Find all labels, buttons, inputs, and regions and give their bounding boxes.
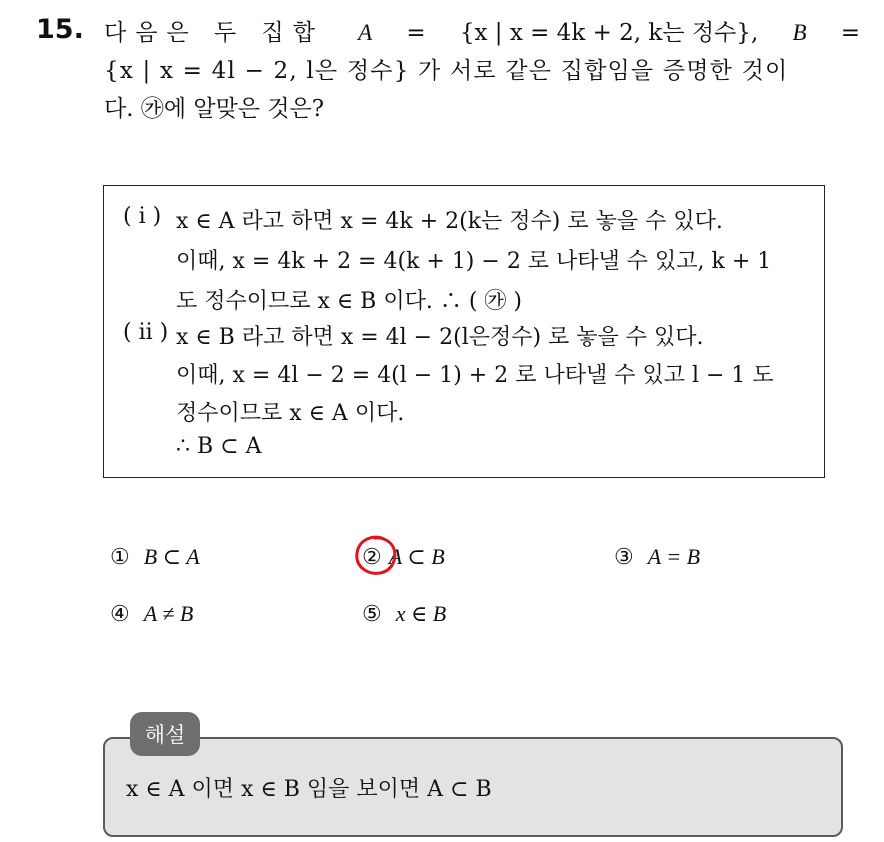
choice-4-number: ④ — [110, 602, 130, 627]
set-a-symbol: A — [358, 20, 373, 45]
choice-5-text: x ∈ B — [395, 601, 447, 626]
proof-ii-line-3: 정수이므로 x ∈ A 이다. — [176, 401, 405, 426]
choice-2-text: A ⊂ B — [388, 544, 445, 569]
question-line-3: 다. ㉮에 알맞은 것은? — [104, 96, 325, 122]
solution-text: x ∈ A 이면 x ∈ B 임을 보이면 A ⊂ B — [126, 777, 492, 802]
choice-1[interactable] — [110, 544, 200, 570]
answer-mark-circle-icon — [354, 533, 398, 577]
question-line-1-intro: 다음은 두 집합 — [104, 20, 324, 46]
choice-1-text: B ⊂ A — [143, 544, 200, 569]
question-line-1 — [104, 14, 860, 52]
choice-3-text: A = B — [647, 544, 701, 569]
proof-i-line-1: x ∈ A 라고 하면 x = 4k + 2(k는 정수) 로 놓을 수 있다. — [176, 209, 723, 234]
proof-label-ii: ( ii ) — [123, 320, 169, 345]
question-line-2: {x | x = 4l − 2, l은 정수} 가 서로 같은 집합임을 증명한 것이 — [104, 58, 789, 84]
equals-sign-2: = — [840, 20, 860, 46]
choice-5[interactable] — [362, 601, 446, 627]
set-b-symbol: B — [792, 20, 807, 45]
question-text — [104, 14, 860, 128]
choice-2-number: ② — [362, 545, 382, 570]
proof-label-i: ( i ) — [123, 204, 162, 229]
set-a-definition: {x | x = 4k + 2, k는 정수}, — [459, 20, 759, 46]
choice-4[interactable] — [110, 601, 193, 627]
proof-ii-line-1: x ∈ B 라고 하면 x = 4l − 2(l은정수) 로 놓을 수 있다. — [176, 325, 704, 350]
choice-1-number: ① — [110, 545, 130, 570]
choice-5-number: ⑤ — [362, 602, 382, 627]
solution-tab: 해설 — [130, 712, 200, 756]
proof-ii-line-4: ∴ B ⊂ A — [176, 434, 262, 459]
proof-i-line-2: 이때, x = 4k + 2 = 4(k + 1) − 2 로 나타낼 수 있고, k + 1 — [176, 249, 772, 274]
choice-3[interactable] — [614, 544, 700, 570]
question-number: 15. — [36, 14, 84, 45]
proof-ii-line-2: 이때, x = 4l − 2 = 4(l − 1) + 2 로 나타낼 수 있고 l − 1 도 — [176, 363, 774, 388]
equals-sign-1: = — [406, 20, 426, 46]
choice-4-text: A ≠ B — [143, 601, 194, 626]
proof-i-line-3: 도 정수이므로 x ∈ B 이다. ∴ ( ㉮ ) — [176, 289, 522, 314]
choice-3-number: ③ — [614, 545, 634, 570]
